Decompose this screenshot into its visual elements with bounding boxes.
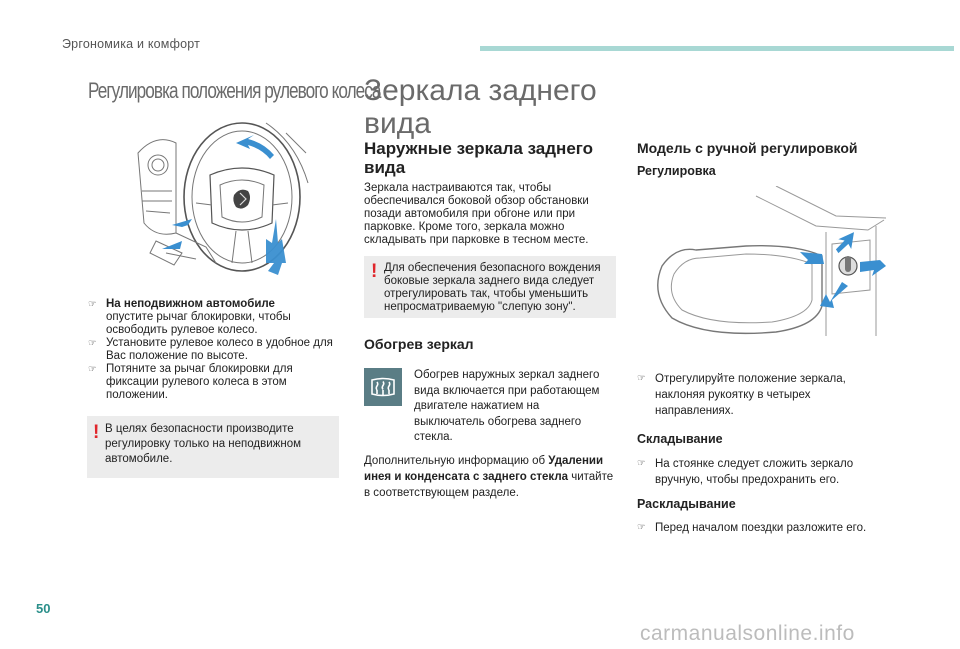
list-item: ☞ Потяните за рычаг блокировки для фиксации рулевого колеса в этом положении. <box>88 363 293 401</box>
steering-instructions <box>88 298 338 402</box>
mirror-adjustment-illustration <box>636 186 892 346</box>
mirror-knob-icon <box>839 256 857 275</box>
hand-pointer-icon: ☞ <box>88 364 97 375</box>
list-item: ☞ Перед началом поездки разложите его. <box>637 522 867 534</box>
unfold-title: Раскладывание <box>637 497 736 511</box>
unfold-instructions <box>637 520 897 536</box>
hand-pointer-icon: ☞ <box>637 522 646 533</box>
list-item: ☞ Установите рулевое колесо в удобное для Вас положение по высоте. <box>88 337 333 362</box>
heating-title: Обогрев зеркал <box>364 336 474 352</box>
warning-exclamation-icon: ! <box>371 261 378 282</box>
section-header: Эргономика и комфорт <box>62 37 201 51</box>
outer-mirrors-text: Зеркала настраиваются так, чтобы обеспечивался боковой обзор обстановки позади автомобиля при обгоне или при парковке. Кроме того, зеркала можно складывать при парковке в тесном месте. <box>364 182 589 246</box>
hand-pointer-icon: ☞ <box>88 338 97 349</box>
adjust-instructions <box>637 371 887 419</box>
hand-pointer-icon: ☞ <box>88 299 97 310</box>
heating-text: Обогрев наружных зеркал заднего вида включается при работающем двигателе нажатием на выключатель обогрева заднего стекла. <box>414 369 600 443</box>
hand-pointer-icon: ☞ <box>637 373 646 384</box>
fold-instructions <box>637 456 887 488</box>
rear-defrost-icon <box>364 368 402 406</box>
manual-model-title: Модель с ручной регулировкой <box>637 140 858 156</box>
list-item: ☞ На стоянке следует сложить зеркало вручную, чтобы предохранить его. <box>637 458 854 486</box>
watermark: carmanualsonline.info <box>640 622 855 645</box>
header-accent-bar <box>480 46 954 51</box>
warning-exclamation-icon: ! <box>93 422 100 443</box>
page-number: 50 <box>36 601 51 616</box>
mirrors-title: Зеркала заднего вида <box>364 74 597 140</box>
steering-warning-note: ! В целях безопасности производите регулировку только на неподвижном автомобиле. <box>87 416 339 478</box>
steering-title: Регулировка положения рулевого колеса <box>88 78 381 103</box>
adjust-title: Регулировка <box>637 164 716 178</box>
fold-title: Складывание <box>637 432 723 446</box>
steering-wheel-illustration <box>136 113 312 281</box>
mirrors-warning-note: ! Для обеспечения безопасного вождения боковые зеркала заднего вида следует отрегулировать так, чтобы уменьшить непросматриваемую "слепую зону". <box>364 256 616 318</box>
brand-emblem-icon <box>233 190 250 209</box>
outer-mirrors-title: Наружные зеркала заднего вида <box>364 139 594 177</box>
list-item: ☞ Отрегулируйте положение зеркала, наклоняя рукоятку в четырех направлениях. <box>637 373 846 417</box>
hand-pointer-icon: ☞ <box>637 458 646 469</box>
more-info-text: Дополнительную информацию об Удалении инея и конденсата с заднего стекла читайте в соответствующем разделе. <box>364 455 614 499</box>
list-item: ☞ На неподвижном автомобиле опустите рычаг блокировки, чтобы освободить рулевое колесо. <box>88 298 291 336</box>
